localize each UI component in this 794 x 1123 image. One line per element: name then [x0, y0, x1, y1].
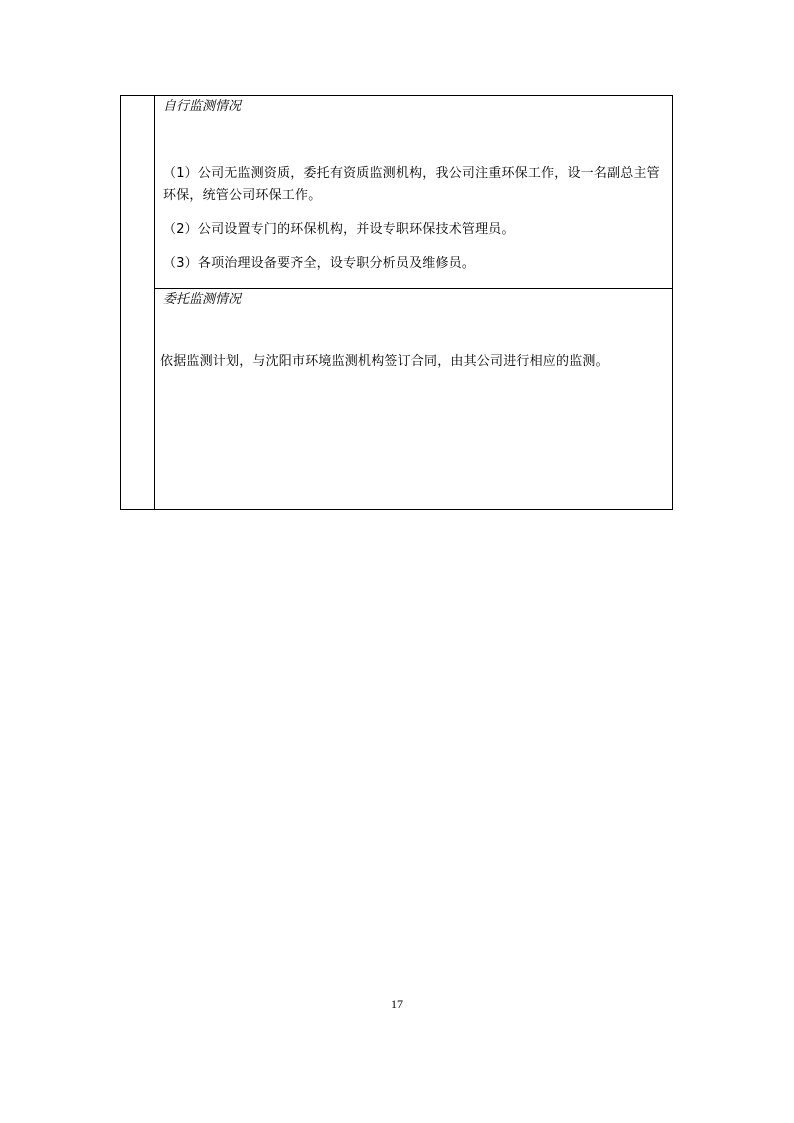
table-label-column: [121, 96, 155, 509]
entrusted-monitoring-section: [155, 289, 672, 509]
self-monitoring-paragraph-1: （1）公司无监测资质，委托有资质监测机构，我公司注重环保工作，设一名副总主管环保，统管公司环保工作。: [163, 166, 660, 203]
self-monitoring-heading: 自行监测情况: [163, 99, 242, 114]
self-monitoring-paragraph-3: （3）各项治理设备要齐全，设专职分析员及维修员。: [163, 256, 476, 271]
entrusted-monitoring-heading: 委托监测情况: [163, 292, 242, 307]
table-content-column: [155, 96, 672, 509]
entrusted-monitoring-paragraph: 依据监测计划，与沈阳市环境监测机构签订合同，由其公司进行相应的监测。: [160, 354, 609, 369]
self-monitoring-paragraph-2: （2）公司设置专门的环保机构，并设专职环保技术管理员。: [163, 222, 515, 237]
monitoring-table: [120, 95, 673, 510]
page-number: 17: [391, 997, 403, 1011]
self-monitoring-section: [155, 96, 672, 289]
